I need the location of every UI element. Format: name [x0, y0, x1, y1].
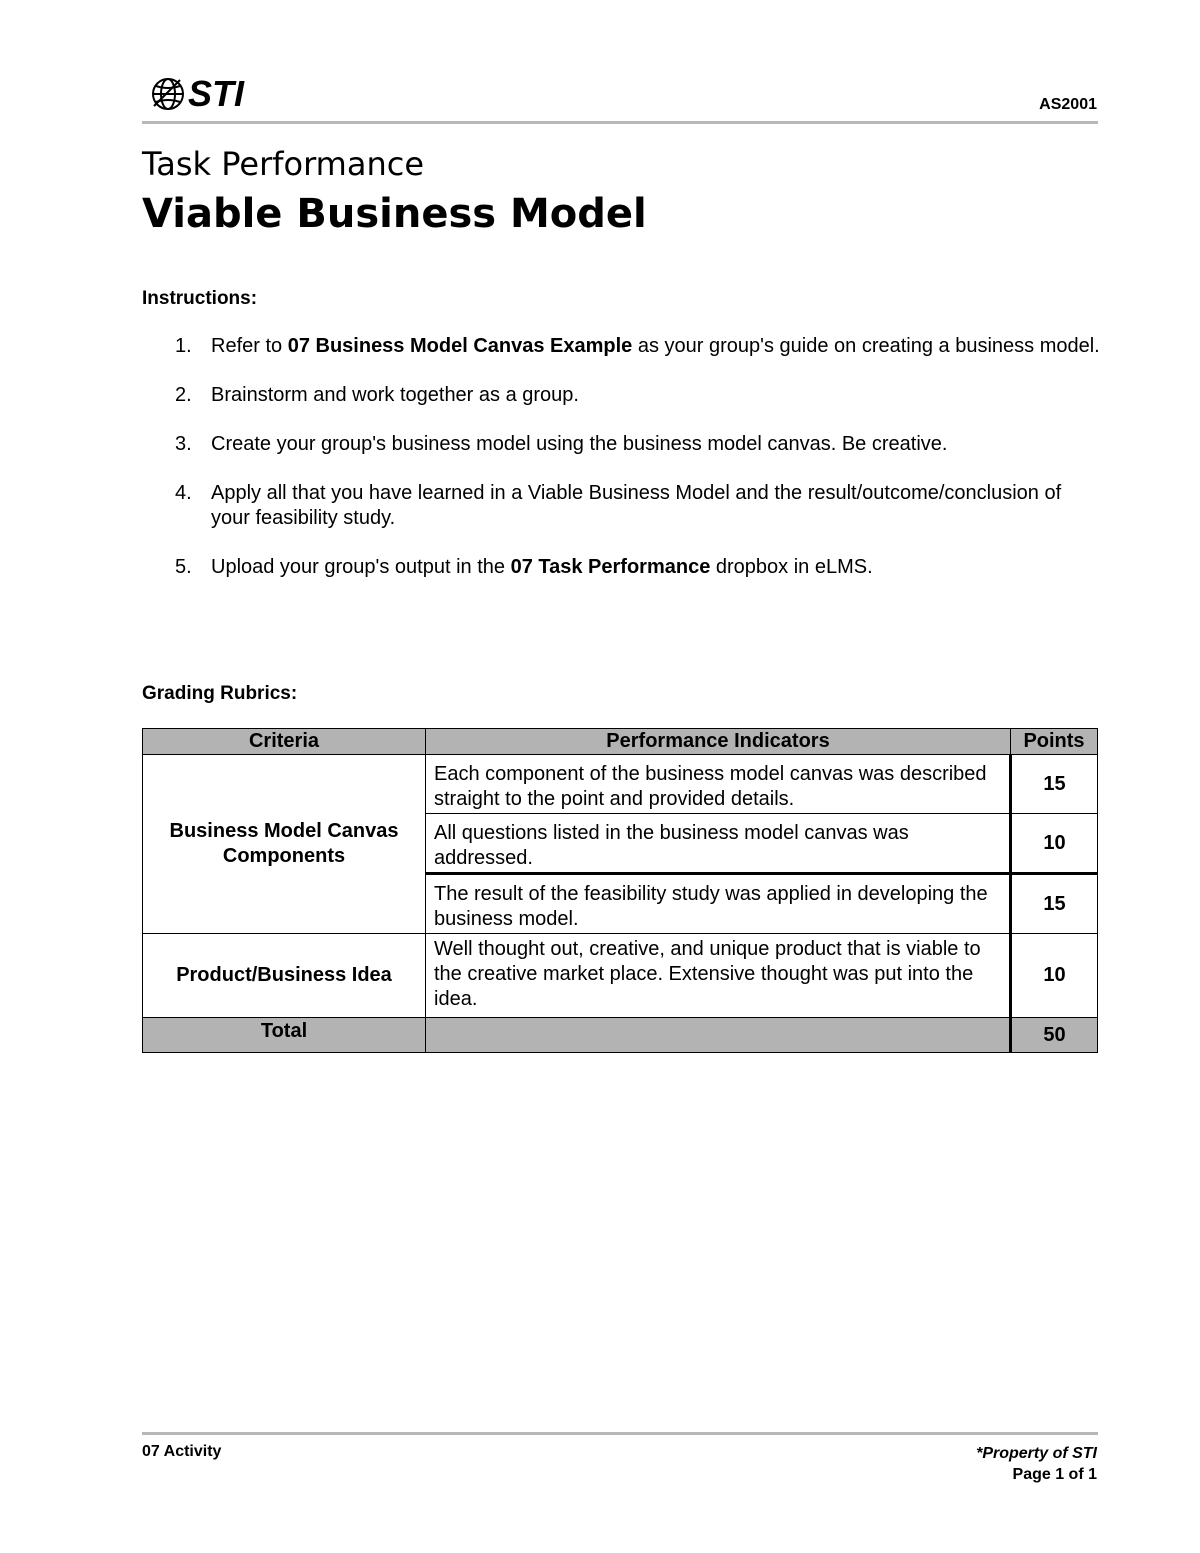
page-number: Page 1 of 1	[1012, 1466, 1097, 1483]
indicator-cell: All questions listed in the business model canvas was addressed.	[426, 814, 1011, 874]
grading-rubric-table	[142, 728, 1098, 1053]
instruction-item	[142, 481, 1102, 531]
instruction-number: 1.	[175, 335, 192, 357]
instruction-text: Upload your group's output in the 07 Task Performance dropbox in eLMS.	[211, 556, 873, 578]
column-header-indicators: Performance Indicators	[426, 729, 1011, 755]
criteria-cell: Business Model Canvas Components	[143, 755, 426, 934]
instruction-item	[142, 383, 1102, 408]
instruction-bold-ref: 07 Business Model Canvas Example	[287, 335, 633, 357]
table-row	[143, 755, 1098, 814]
criteria-cell: Product/Business Idea	[143, 934, 426, 1018]
instructions-list	[142, 334, 1102, 604]
sti-logo	[150, 72, 244, 116]
total-empty-cell	[426, 1018, 1011, 1053]
points-cell: 10	[1011, 814, 1098, 874]
points-cell: 10	[1011, 934, 1098, 1018]
points-cell: 15	[1011, 874, 1098, 934]
instructions-heading: Instructions:	[142, 288, 258, 309]
instruction-number: 5.	[175, 556, 192, 578]
header-divider	[142, 121, 1098, 124]
property-notice: *Property of STI	[976, 1445, 1097, 1462]
instruction-bold-ref: 07 Task Performance	[510, 556, 711, 578]
total-label: Total	[143, 1018, 426, 1053]
points-cell: 15	[1011, 755, 1098, 814]
instruction-item	[142, 432, 1102, 457]
footer-right	[976, 1443, 1097, 1485]
document-code: AS2001	[1039, 96, 1097, 113]
instruction-text: Brainstorm and work together as a group.	[211, 384, 579, 406]
indicator-cell: Well thought out, creative, and unique product that is viable to the creative market place. Extensive thought was put into the idea.	[426, 934, 1011, 1018]
instruction-text: Refer to 07 Business Model Canvas Example as your group's guide on creating a business model.	[211, 335, 1100, 357]
column-header-criteria: Criteria	[143, 729, 426, 755]
footer-activity-label: 07 Activity	[142, 1443, 222, 1460]
instruction-number: 3.	[175, 433, 192, 455]
globe-icon	[150, 76, 186, 112]
footer-divider	[142, 1432, 1098, 1435]
instruction-text: Create your group's business model using the business model canvas. Be creative.	[211, 433, 948, 455]
instruction-item	[142, 555, 1102, 580]
instruction-number: 4.	[175, 482, 192, 504]
column-header-points: Points	[1011, 729, 1098, 755]
page-title: Viable Business Model	[142, 191, 647, 237]
instruction-number: 2.	[175, 384, 192, 406]
table-header-row	[143, 729, 1098, 755]
instruction-text: Apply all that you have learned in a Viable Business Model and the result/outcome/conclusion of your feasibility study.	[211, 482, 1062, 529]
table-row	[143, 934, 1098, 1018]
indicator-cell: The result of the feasibility study was applied in developing the business model.	[426, 874, 1011, 934]
indicator-cell: Each component of the business model canvas was described straight to the point and provided details.	[426, 755, 1011, 814]
total-row	[143, 1018, 1098, 1053]
page-subtitle: Task Performance	[142, 145, 425, 183]
rubrics-heading: Grading Rubrics:	[142, 683, 298, 704]
total-points: 50	[1011, 1018, 1098, 1053]
logo-text: STI	[188, 73, 245, 114]
instruction-item	[142, 334, 1102, 359]
